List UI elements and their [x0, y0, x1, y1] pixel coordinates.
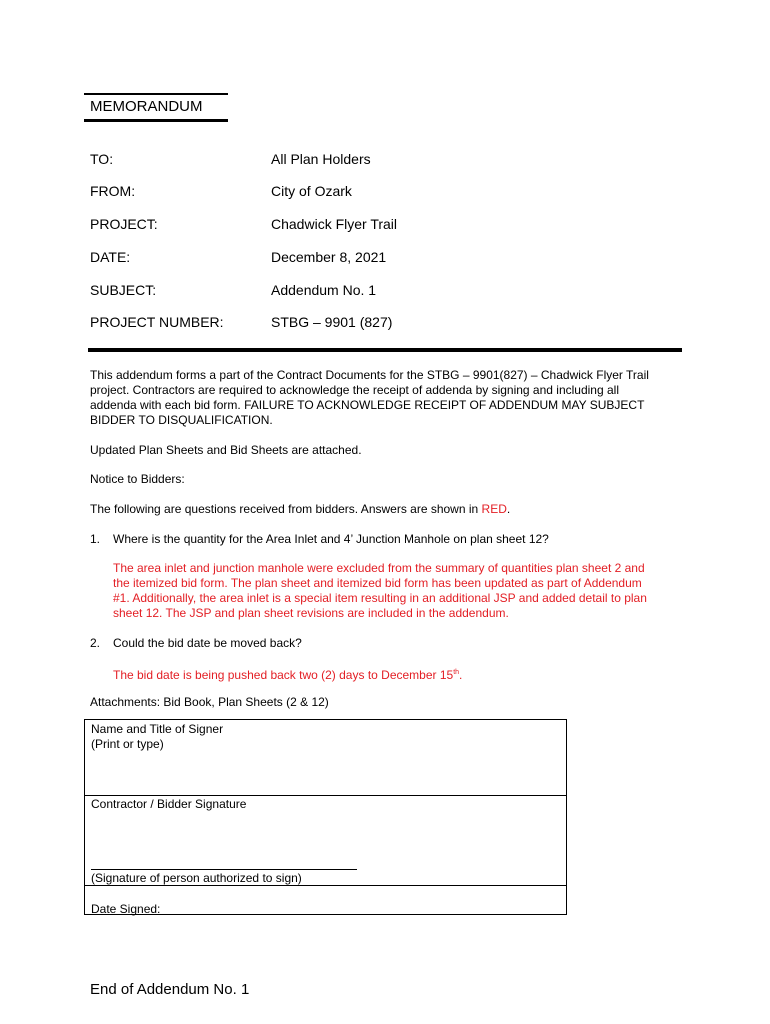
subject-label: SUBJECT: — [90, 282, 157, 298]
to-label: TO: — [90, 151, 114, 167]
questions-intro-text: The following are questions received from bidders. Answers are shown in — [90, 502, 479, 516]
answer-2 — [113, 665, 686, 683]
question-2-text: Could the bid date be moved back? — [113, 636, 302, 650]
answer-line: sheet 12. The JSP and plan sheet revisions are included in the addendum. — [113, 606, 509, 620]
to-value: All Plan Holders — [271, 151, 371, 167]
intro-line: This addendum forms a part of the Contract Documents for the STBG – 9901(827) – Chadwick Flyer Trail — [90, 368, 649, 382]
answer-2-text: The bid date is being pushed back two (2) days to December 15 — [113, 668, 454, 682]
name-title-row[interactable] — [85, 720, 566, 796]
answer-2-end: . — [459, 668, 463, 682]
subject-value: Addendum No. 1 — [271, 282, 377, 298]
header-divider — [88, 348, 682, 352]
questions-intro — [90, 502, 686, 517]
date-signed-row[interactable] — [85, 886, 566, 914]
answer-2-sup: th — [453, 669, 460, 676]
print-or-type-label: (Print or type) — [91, 737, 164, 751]
answer-line: The area inlet and junction manhole were excluded from the summary of quantities plan sheet 2 and — [113, 561, 645, 575]
answer-line: the itemized bid form. The plan sheet and itemized bid form has been updated as part of Addendum — [113, 576, 642, 590]
memo-title: MEMORANDUM — [90, 98, 203, 115]
answer-1 — [113, 561, 686, 621]
notice-heading: Notice to Bidders: — [90, 472, 185, 486]
signature-line — [91, 869, 357, 870]
project-label: PROJECT: — [90, 216, 158, 232]
project-number-value: STBG – 9901 (827) — [271, 314, 393, 330]
question-2-number: 2. — [90, 636, 101, 650]
intro-line: addenda with each bid form. FAILURE TO ACKNOWLEDGE RECEIPT OF ADDENDUM MAY SUBJECT — [90, 398, 645, 412]
project-value: Chadwick Flyer Trail — [271, 216, 398, 232]
updated-sheets-text: Updated Plan Sheets and Bid Sheets are attached. — [90, 443, 362, 457]
from-value: City of Ozark — [271, 183, 352, 199]
date-label: DATE: — [90, 249, 131, 265]
date-signed-label: Date Signed: — [91, 902, 161, 916]
signature-row[interactable] — [85, 796, 566, 886]
question-1-number: 1. — [90, 532, 101, 546]
attachments-text: Attachments: Bid Book, Plan Sheets (2 & 12) — [90, 695, 329, 709]
signature-table — [84, 719, 567, 915]
contractor-signature-label: Contractor / Bidder Signature — [91, 797, 247, 811]
from-label: FROM: — [90, 183, 136, 199]
intro-line: BIDDER TO DISQUALIFICATION. — [90, 413, 273, 427]
name-title-label: Name and Title of Signer — [91, 722, 224, 736]
title-rule-bottom — [84, 119, 228, 122]
signature-caption: (Signature of person authorized to sign) — [91, 871, 302, 885]
intro-line: project. Contractors are required to acknowledge the receipt of addenda by signing and including all — [90, 383, 619, 397]
date-value: December 8, 2021 — [271, 249, 387, 265]
intro-paragraph — [90, 368, 686, 428]
questions-intro-end: . — [506, 502, 511, 516]
end-of-addendum: End of Addendum No. 1 — [90, 981, 250, 998]
question-1-text: Where is the quantity for the Area Inlet and 4’ Junction Manhole on plan sheet 12? — [113, 532, 549, 546]
red-keyword: RED — [481, 502, 507, 516]
answer-line: #1. Additionally, the area inlet is a special item resulting in an additional JSP and added detail to plan — [113, 591, 647, 605]
project-number-label: PROJECT NUMBER: — [90, 314, 224, 330]
memo-title-box — [84, 93, 228, 122]
